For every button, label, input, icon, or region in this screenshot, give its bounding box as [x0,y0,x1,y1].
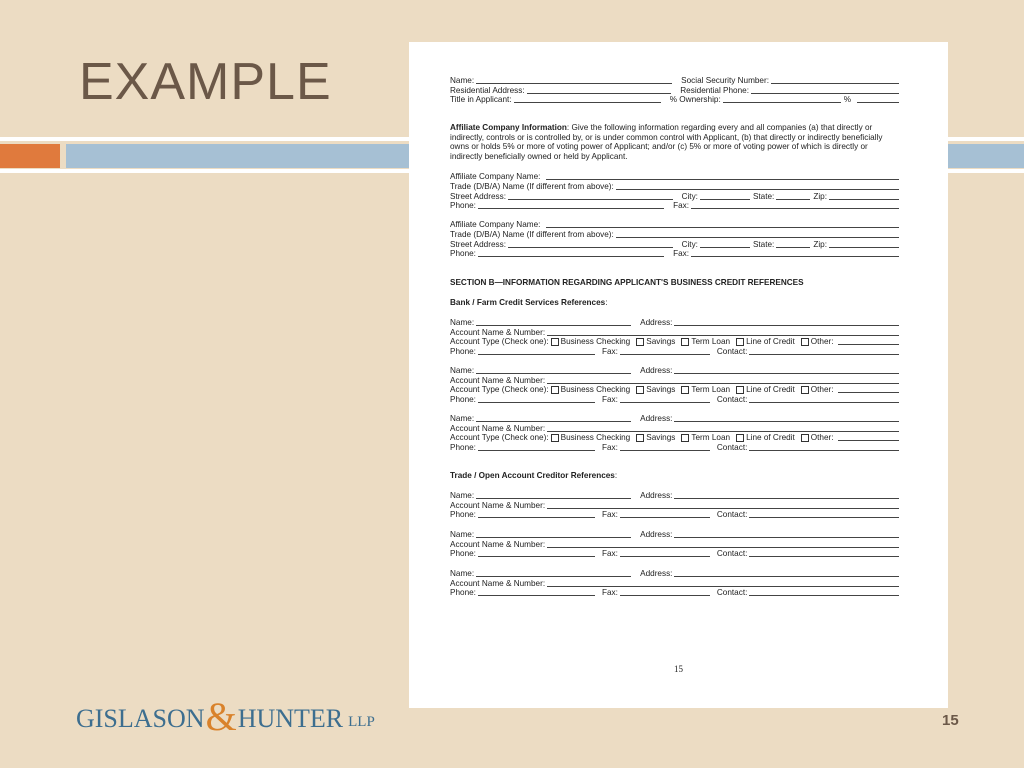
name-line [476,76,672,84]
section-b-title: SECTION B—INFORMATION REGARDING APPLICANT'S BUSINESS CREDIT REFERENCES [450,278,804,287]
affiliate-1-address-row [450,191,902,201]
trade-ref-2-account-row: Account Name & Number: [450,539,902,549]
phone-label: Phone: [450,201,476,210]
fax-label: Fax: [673,201,689,210]
title-label: Title in Applicant: [450,95,512,104]
slide-number: 15 [942,712,959,729]
bank-ref-3-phone-row: Phone: Fax: Contact: [450,442,902,452]
bank-ref-3-name-row: Name: Address: [450,413,902,423]
affiliate-1-trade-row [450,181,902,191]
name-label: Name: [450,76,475,85]
trade-references-heading: Trade / Open Account Creditor References: [450,471,618,480]
address-line [527,86,672,94]
ownership-tail-line [857,95,899,103]
trade-ref-3-phone-row: Phone: Fax: Contact: [450,587,902,597]
trade-ref-3-account-row: Account Name & Number: [450,578,902,588]
trade-ref-1-name-row: Name: Address: [450,490,902,500]
affiliate-info-text: : Give the following information regarding every and all companies (a) that directly or indirectly, controls or is controlled by, or is under common control with Applicant, (b) that directly or indirectly beneficially owns or holds 5% or more of voting power of Applicant; and/or (c) 5% or more of voting power of which is directly or indirectly beneficially owned or held by Applicant. [450,123,883,161]
percent-sign: % [843,95,851,104]
trade-ref-1-account-row: Account Name & Number: [450,500,902,510]
trade-ref-2-name-row: Name: Address: [450,529,902,539]
residential-address-label: Residential Address: [450,85,525,95]
street-label: Street Address: [450,191,506,201]
bank-ref-2-type-row: Account Type (Check one): Business Checking Savings Term Loan Line of Credit Other: [450,384,902,394]
bank-ref-1-type-row: Account Type (Check one): Business Checking Savings Term Loan Line of Credit Other: [450,336,902,346]
affiliate-name-label: Affiliate Company Name: [450,172,541,181]
applicant-address-row [450,85,902,95]
orange-accent-block [0,144,60,168]
bank-ref-3-account-row: Account Name & Number: [450,423,902,433]
state-label: State: [752,191,775,201]
applicant-name-row [450,75,902,85]
ownership-line [723,95,841,103]
residential-phone-label: Residential Phone: [680,85,749,95]
affiliate-2-trade-row: Trade (D/B/A) Name (If different from above): [450,229,902,239]
bank-ref-1-phone-row: Phone: Fax: Contact: [450,346,902,356]
affiliate-1-phone-row [450,200,902,210]
document-page-image [409,42,948,708]
affiliate-info-paragraph [450,123,902,161]
slide-title: EXAMPLE [79,53,332,111]
applicant-title-row [450,94,902,104]
bank-references-heading: Bank / Farm Credit Services References: [450,298,608,307]
bank-ref-3-type-row: Account Type (Check one): Business Checking Savings Term Loan Line of Credit Other: [450,432,902,442]
affiliate-info-heading: Affiliate Company Information [450,123,567,132]
bank-ref-1-name-row: Name: Address: [450,317,902,327]
residential-phone-line [751,86,899,94]
ssn-label: Social Security Number: [681,76,769,85]
ssn-line [771,76,899,84]
document-page-number: 15 [674,664,683,674]
trade-name-label: Trade (D/B/A) Name (If different from above): [450,182,614,191]
zip-label: Zip: [813,191,827,201]
bank-ref-2-name-row: Name: Address: [450,365,902,375]
bank-ref-2-account-row: Account Name & Number: [450,375,902,385]
affiliate-1-name-row [450,171,902,181]
ownership-label: % Ownership: [669,95,721,104]
bank-ref-1-account-row: Account Name & Number: [450,327,902,337]
trade-ref-1-phone-row: Phone: Fax: Contact: [450,509,902,519]
affiliate-2-address-row: Street Address: City: State: Zip: [450,239,902,249]
title-line [514,95,661,103]
affiliate-2-name-row: Affiliate Company Name: [450,219,902,229]
ampersand-icon: & [205,694,237,739]
affiliate-2-phone-row: Phone: Fax: [450,248,902,258]
trade-ref-2-phone-row: Phone: Fax: Contact: [450,548,902,558]
bank-ref-2-phone-row: Phone: Fax: Contact: [450,394,902,404]
gislason-hunter-logo: GISLASON & HUNTER LLP [76,694,375,739]
city-label: City: [681,191,698,201]
trade-ref-3-name-row: Name: Address: [450,568,902,578]
